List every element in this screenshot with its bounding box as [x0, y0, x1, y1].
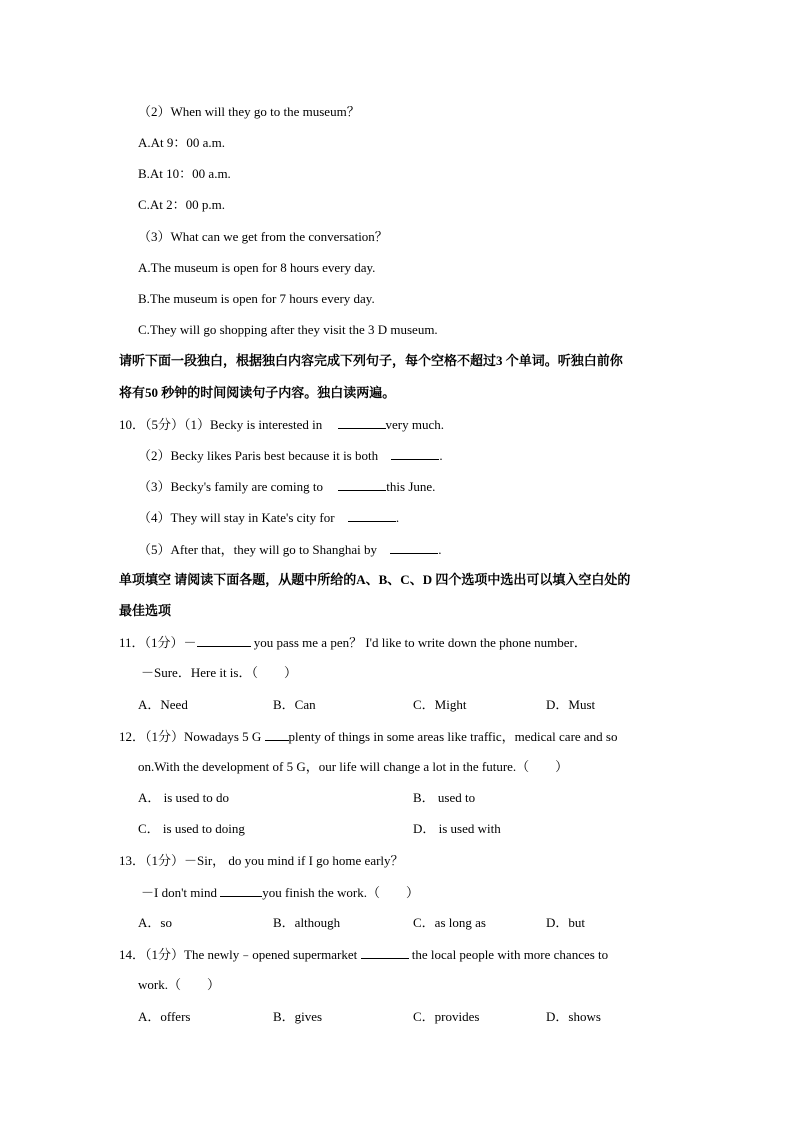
- q10-blank-4[interactable]: [348, 509, 396, 522]
- q12-prefix: 12．（1分）Nowadays 5 G: [119, 729, 262, 744]
- q10-s2-after: .: [439, 448, 443, 463]
- q10-sentence-3: [138, 478, 435, 495]
- q9-sub2-option-a[interactable]: A.At 9：00 a.m.: [138, 135, 226, 150]
- q9-sub3-option-a[interactable]: A.The museum is open for 8 hours every day.: [138, 260, 376, 275]
- listening-section-instruction-line1: 请听下面一段独白，根据独白内容完成下列句子，每个空格不超过3 个单词。听独白前你: [119, 353, 623, 368]
- q9-sub3-option-c[interactable]: C.They will go shopping after they visit the 3 D museum.: [138, 322, 438, 337]
- q14-prefix: 14．（1分）The newly﹣opened supermarket: [119, 947, 358, 962]
- q13-blank[interactable]: [220, 884, 262, 897]
- q9-sub2-option-b[interactable]: B.At 10：00 a.m.: [138, 166, 231, 181]
- q10-blank-3[interactable]: [338, 478, 386, 491]
- q11-option-d[interactable]: D．Must: [546, 697, 596, 712]
- q10-s3-stem: （3）Becky's family are coming to: [138, 479, 324, 494]
- q11-after: you pass me a pen？ I'd like to write down the phone number．: [253, 635, 587, 650]
- q11-option-a[interactable]: A．Need: [138, 697, 188, 712]
- q13-option-d[interactable]: D．but: [546, 915, 586, 930]
- q13-reply: [141, 884, 419, 901]
- q10-sentence-4: [138, 509, 399, 526]
- q12-stem-line2: on.With the development of 5 G，our life will change a lot in the future.（ ）: [138, 759, 569, 774]
- q13-option-c[interactable]: C．as long as: [413, 915, 486, 930]
- q9-sub2-stem: （2）When will they go to the museum？: [138, 104, 360, 119]
- q11-prefix: 11．（1分）－: [119, 635, 197, 650]
- q12-after: plenty of things in some areas like traffic，medical care and so: [288, 729, 618, 744]
- q13-option-a[interactable]: A．so: [138, 915, 172, 930]
- q14-option-c[interactable]: C．provides: [413, 1009, 480, 1024]
- q10-s4-after: .: [395, 510, 400, 525]
- choice-section-instruction-line1: 单项填空 请阅读下面各题，从题中所给的A、B、C、D 四个选项中选出可以填入空白处的: [119, 572, 631, 587]
- q9-sub3-stem: （3）What can we get from the conversation？: [138, 229, 388, 244]
- q10-s5-after: .: [438, 542, 442, 557]
- q13-stem: 13．（1分）－Sir， do you mind if I go home early？: [119, 853, 404, 868]
- q10-s5-stem: （5）After that，they will go to Shanghai by: [138, 542, 378, 557]
- q9-sub3-option-b[interactable]: B.The museum is open for 7 hours every day.: [138, 291, 375, 306]
- q10-stem: 10．（5分）（1）Becky is interested in: [119, 417, 323, 432]
- q13-after: you finish the work.（ ）: [262, 885, 419, 900]
- q10-sentence-1: [119, 416, 444, 433]
- q14-option-d[interactable]: D．shows: [546, 1009, 601, 1024]
- q10-sentence-5: [138, 541, 442, 558]
- q11-stem: [119, 634, 587, 651]
- q12-option-b[interactable]: B． used to: [413, 790, 476, 805]
- q14-blank[interactable]: [361, 946, 409, 959]
- q11-blank[interactable]: [197, 634, 251, 647]
- q12-option-c[interactable]: C． is used to doing: [138, 821, 245, 836]
- q11-reply: －Sure．Here it is．（ ）: [141, 665, 297, 680]
- listening-section-instruction-line2: 将有50 秒钟的时间阅读句子内容。独白读两遍。: [119, 385, 396, 400]
- q14-option-b[interactable]: B．gives: [273, 1009, 323, 1024]
- q11-option-c[interactable]: C．Might: [413, 697, 467, 712]
- q10-s4-stem: （4）They will stay in Kate's city for: [138, 510, 335, 525]
- q10-s1-after: very much.: [385, 417, 445, 432]
- q12-option-a[interactable]: A． is used to do: [138, 790, 230, 805]
- q9-sub2-option-c[interactable]: C.At 2：00 p.m.: [138, 197, 226, 212]
- q10-blank-5[interactable]: [390, 541, 438, 554]
- q11-option-b[interactable]: B．Can: [273, 697, 316, 712]
- q10-sentence-2: [138, 447, 443, 464]
- q12-stem: [119, 728, 618, 745]
- q13-option-b[interactable]: B．although: [273, 915, 341, 930]
- q12-option-d[interactable]: D． is used with: [413, 821, 501, 836]
- q10-s3-after: this June.: [386, 479, 436, 494]
- q10-blank-1[interactable]: [338, 416, 386, 429]
- q10-s2-stem: （2）Becky likes Paris best because it is both: [138, 448, 379, 463]
- q14-after: the local people with more chances to: [411, 947, 609, 962]
- q13-prefix: －I don't mind: [141, 885, 218, 900]
- q10-blank-2[interactable]: [391, 447, 439, 460]
- q12-blank[interactable]: [265, 728, 289, 741]
- q14-stem-line2: work.（ ）: [138, 977, 220, 992]
- q14-stem: [119, 946, 608, 963]
- choice-section-instruction-line2: 最佳选项: [119, 603, 172, 618]
- q14-option-a[interactable]: A．offers: [138, 1009, 191, 1024]
